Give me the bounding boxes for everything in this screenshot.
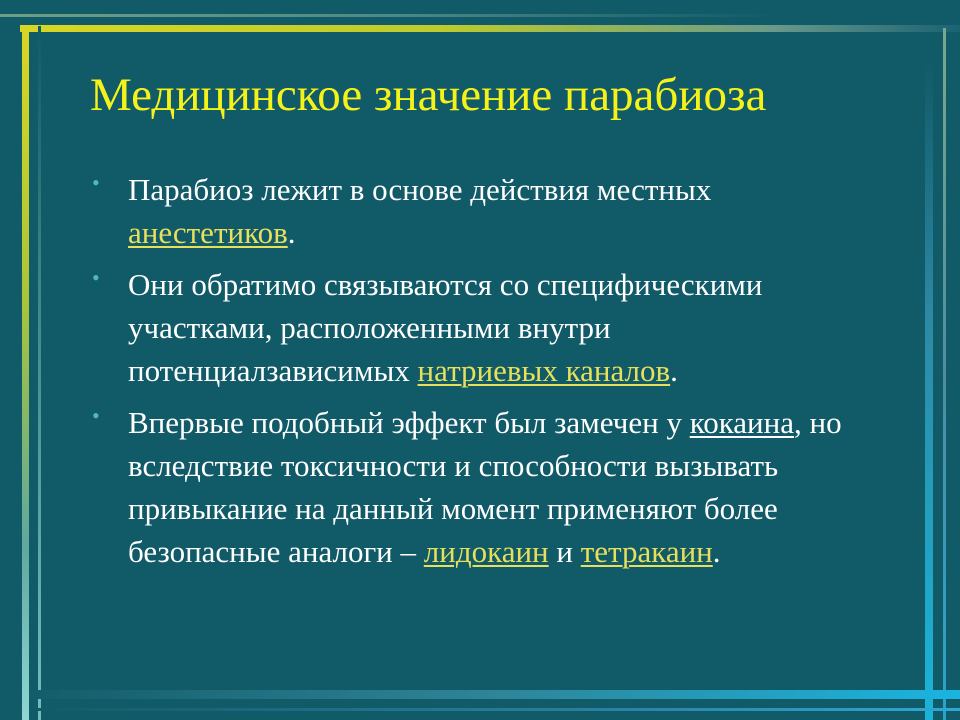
bullet-text: , но вследствие токсичности и способности вызывать привыкание на данный момент применяют более безопасные аналоги – <box>128 405 842 569</box>
slide-title: Медицинское значение парабиоза <box>90 69 767 121</box>
bullet-text: Впервые подобный эффект был замечен у <box>128 405 690 440</box>
bullet-dot-icon: • <box>92 170 100 195</box>
bullet-dot-icon: • <box>92 403 100 428</box>
bullet-text: и <box>548 534 581 569</box>
decorative-bottom-line <box>30 708 960 711</box>
bullet-item-sodium-channels <box>92 263 882 392</box>
bullet-item-cocaine <box>92 401 882 573</box>
bullet-text: . <box>670 353 678 388</box>
decorative-left-bar <box>22 26 29 720</box>
bullet-list <box>92 168 882 582</box>
bullet-text: . <box>287 215 296 250</box>
decorative-top-line <box>0 14 780 17</box>
decorative-right-line <box>943 28 946 720</box>
bullet-text: Парабиоз лежит в основе действия местных <box>128 172 712 207</box>
decorative-top-bar <box>20 25 960 32</box>
decorative-left-line <box>38 26 41 720</box>
bullet-text: Они обратимо связываются со специфическими участками, расположенными внутри потенциалзависимых <box>128 267 763 388</box>
decorative-bottom-bar <box>30 690 960 699</box>
link-tetracaine[interactable]: тетракаин <box>580 534 713 569</box>
link-cocaine[interactable]: кокаина <box>689 405 794 440</box>
bullet-text: . <box>712 534 721 569</box>
bullet-item-anesthetics <box>92 168 882 254</box>
link-sodium-channels[interactable]: натриевых каналов <box>417 353 671 388</box>
link-anesthetics[interactable]: анестетиков <box>128 215 288 250</box>
bullet-dot-icon: • <box>92 265 100 290</box>
decorative-right-bar <box>925 60 933 720</box>
link-lidocaine[interactable]: лидокаин <box>423 534 549 569</box>
